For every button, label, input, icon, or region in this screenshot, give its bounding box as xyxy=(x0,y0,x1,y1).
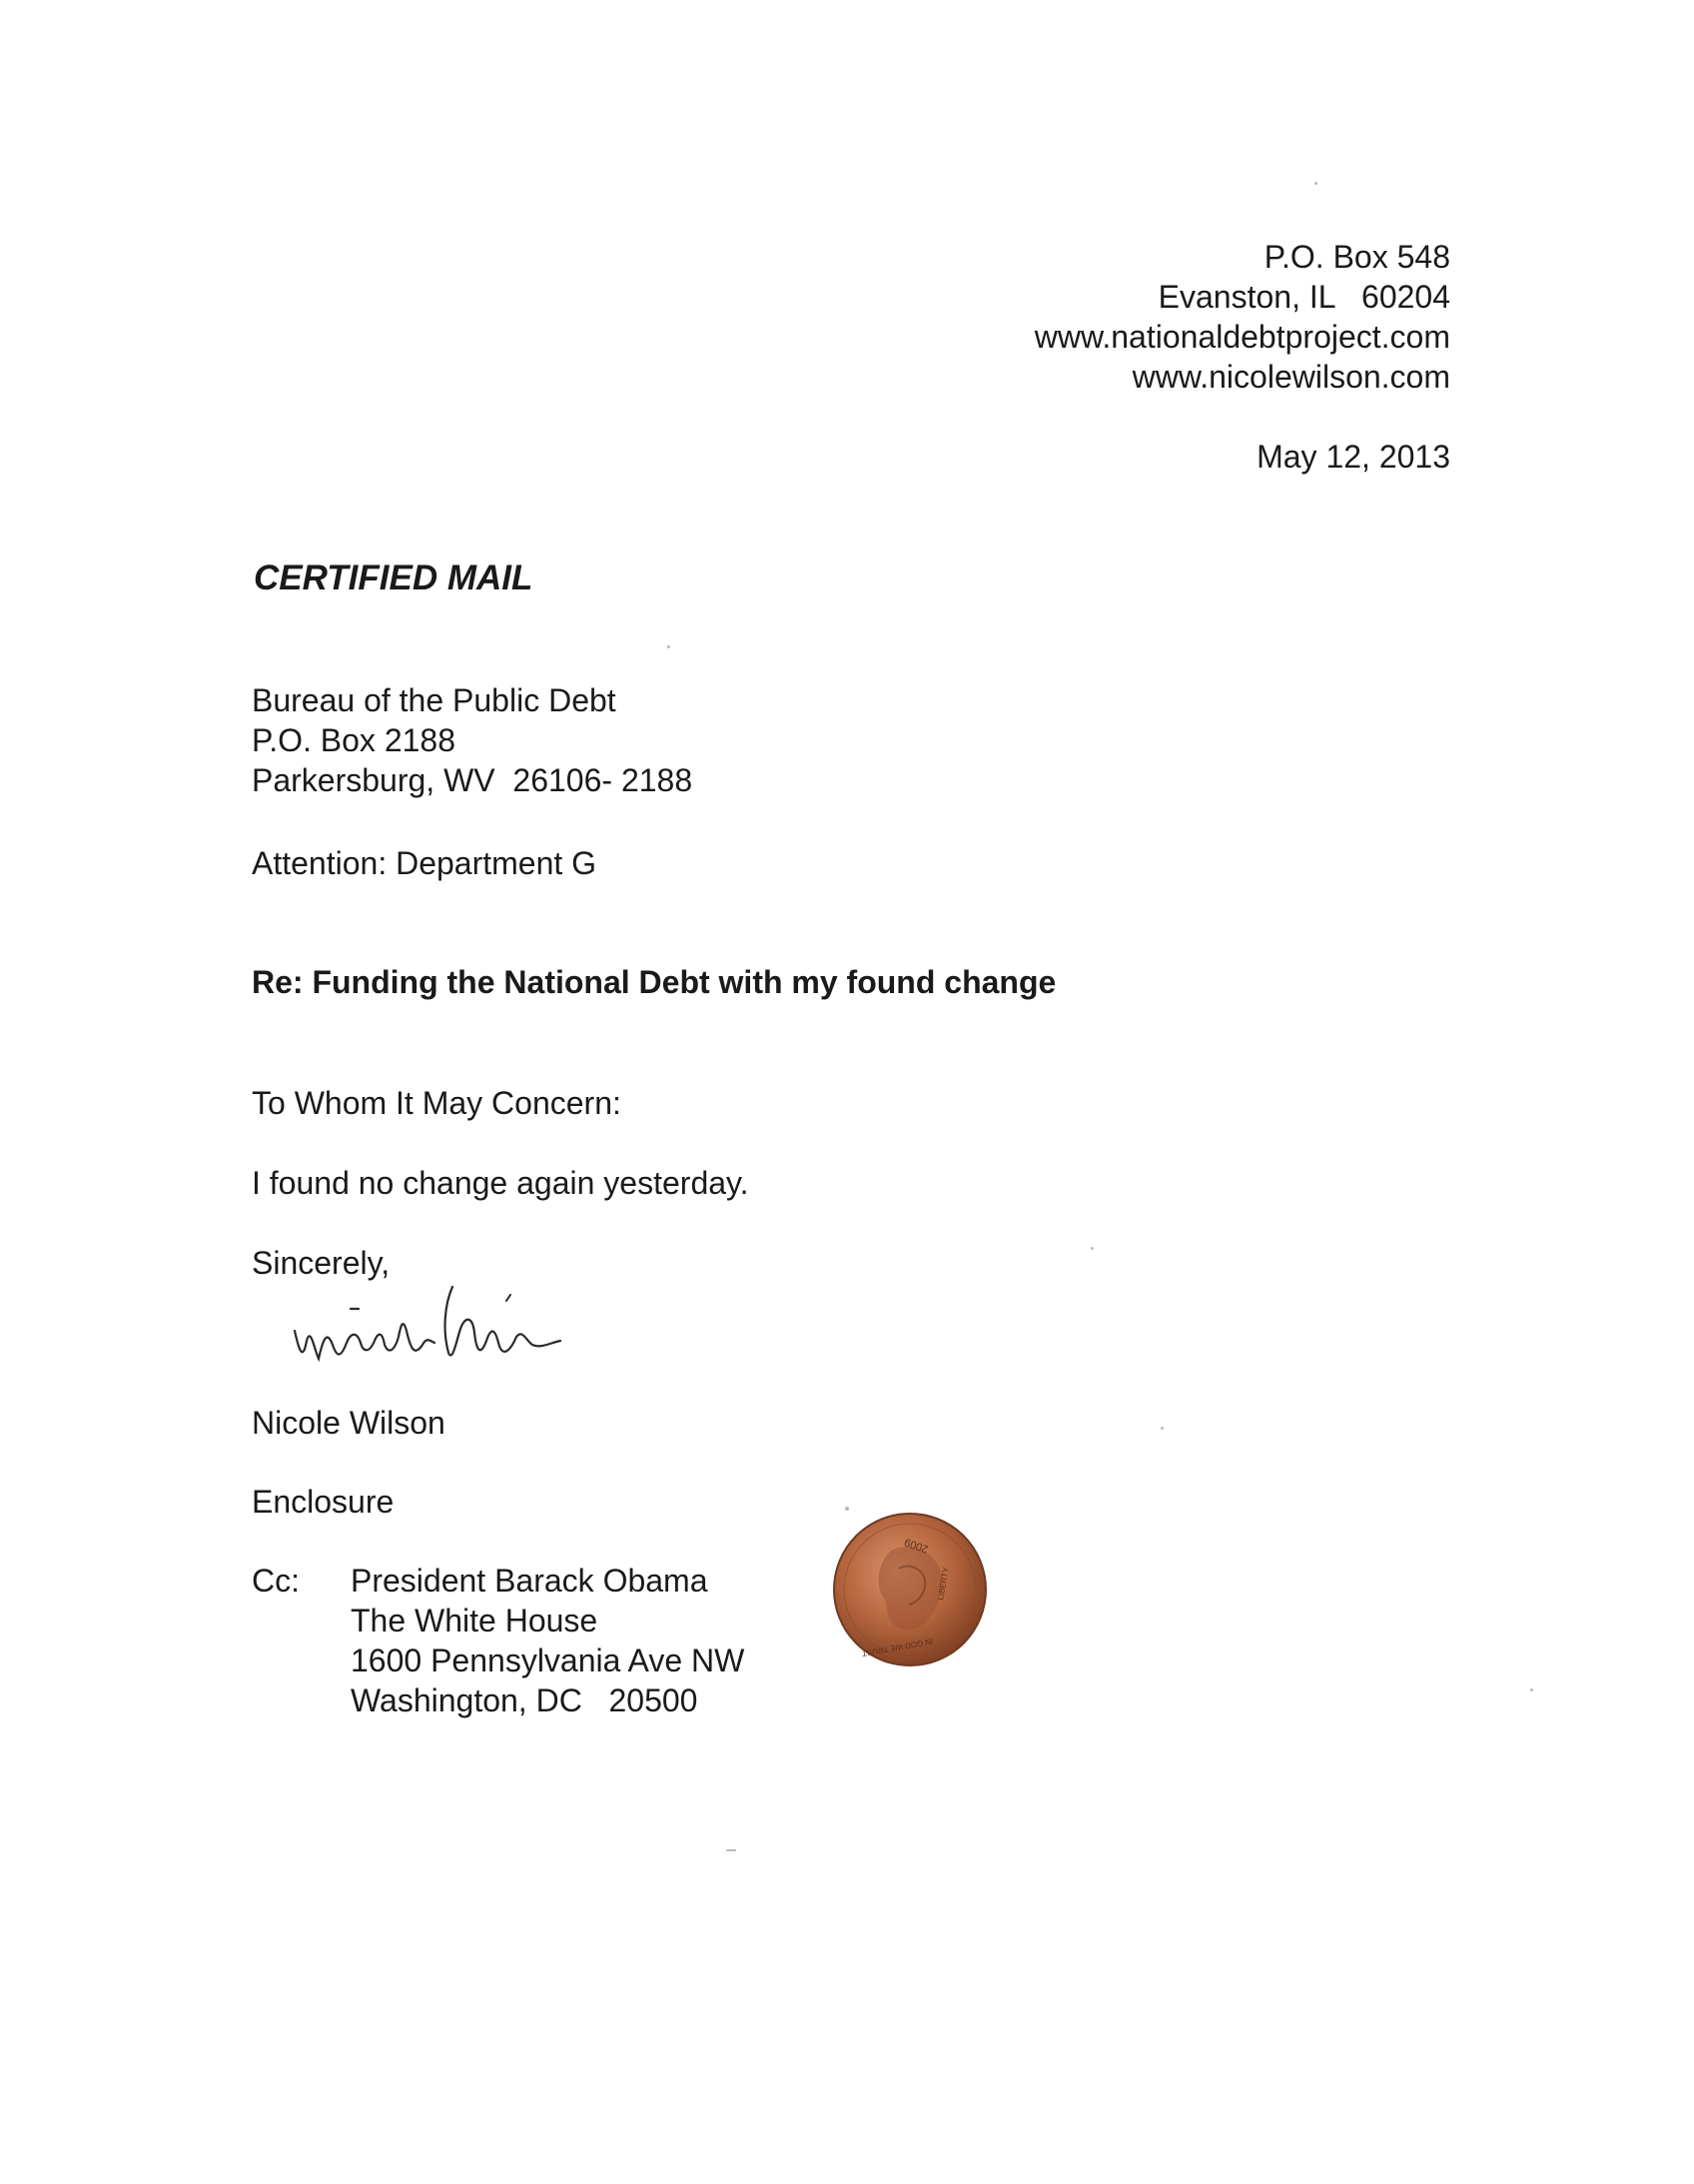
enclosure-line: Enclosure xyxy=(252,1484,395,1520)
sender-website-2: www.nicolewilson.com xyxy=(1132,359,1450,395)
recipient-address xyxy=(252,680,692,800)
cc-name: President Barack Obama xyxy=(351,1563,708,1599)
recipient-city-state-zip: Parkersburg, WV 26106- 2188 xyxy=(252,762,693,798)
attention-line: Attention: Department G xyxy=(252,845,597,881)
closing: Sincerely, xyxy=(252,1245,391,1281)
scan-speck xyxy=(1314,182,1317,185)
penny-coin-image xyxy=(831,1511,989,1668)
coin-year: 2009 xyxy=(902,1535,931,1556)
sender-website-1: www.nationaldebtproject.com xyxy=(1034,319,1450,355)
recipient-name: Bureau of the Public Debt xyxy=(252,682,616,718)
cc-street: 1600 Pennsylvania Ave NW xyxy=(351,1642,745,1678)
body-text: I found no change again yesterday. xyxy=(252,1165,749,1201)
letter-date: May 12, 2013 xyxy=(1257,439,1450,475)
scan-speck xyxy=(1091,1247,1094,1250)
scan-speck xyxy=(667,645,670,648)
scan-speck xyxy=(726,1849,736,1851)
recipient-po-box: P.O. Box 2188 xyxy=(252,722,455,758)
cc-city-state-zip: Washington, DC 20500 xyxy=(351,1682,698,1718)
scan-speck xyxy=(1161,1427,1164,1430)
subject-line: Re: Funding the National Debt with my found change xyxy=(252,964,1057,1000)
certified-mail-heading: CERTIFIED MAIL xyxy=(254,558,533,597)
coin-motto: LIBERTY xyxy=(936,1567,951,1602)
scan-speck xyxy=(845,1507,849,1511)
cc-label: Cc: xyxy=(252,1563,300,1599)
coin-motto-top: IN GOD WE TRUST xyxy=(861,1637,934,1658)
scan-speck xyxy=(1530,1688,1533,1691)
cc-address xyxy=(351,1561,744,1720)
sender-po-box: P.O. Box 548 xyxy=(1264,239,1450,275)
salutation: To Whom It May Concern: xyxy=(252,1085,621,1121)
signer-name: Nicole Wilson xyxy=(252,1405,445,1441)
sender-city-state-zip: Evanston, IL 60204 xyxy=(1158,279,1450,315)
cc-organization: The White House xyxy=(351,1603,598,1638)
handwritten-signature xyxy=(285,1271,624,1381)
sender-address xyxy=(1035,237,1450,397)
